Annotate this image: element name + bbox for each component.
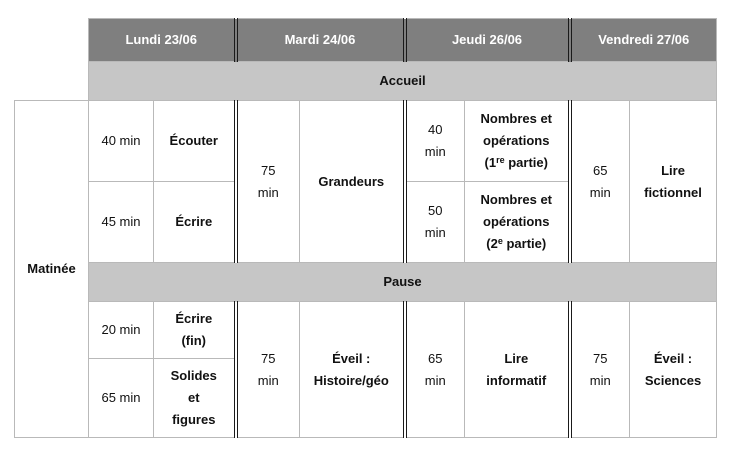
welcome-band: Accueil (89, 62, 717, 101)
activity-text: (1 (484, 155, 497, 170)
tuesday-activity (300, 302, 405, 438)
duration-value: 75 (593, 350, 608, 366)
duration-unit: min (424, 144, 446, 159)
corner-cell (15, 19, 89, 62)
break-band: Pause (89, 263, 717, 302)
period-label: Matinée (15, 101, 89, 438)
monday-duration: 40 min (89, 101, 154, 182)
duration-unit: min (257, 184, 279, 200)
empty-cell (15, 62, 89, 101)
activity-line: Histoire/géo (313, 372, 389, 388)
duration-value: 75 (261, 162, 276, 178)
monday-activity (154, 302, 236, 359)
monday-activity: Écouter (154, 101, 236, 182)
friday-activity (630, 302, 717, 438)
thursday-activity (465, 182, 570, 263)
schedule-table (14, 18, 717, 438)
activity-line: opérations (483, 214, 550, 229)
ordinal-suffix: re (496, 155, 505, 165)
monday-activity (154, 359, 236, 438)
duration-unit: min (424, 372, 446, 388)
activity-line: Solides (170, 368, 217, 383)
thursday-activity (465, 101, 570, 182)
thursday-duration (405, 302, 465, 438)
activity-line (465, 233, 568, 255)
duration-value: 65 (593, 162, 608, 178)
activity-line: Écrire (175, 311, 213, 326)
activity-line: Nombres et (480, 111, 553, 126)
day-header-monday: Lundi 23/06 (89, 19, 236, 62)
activity-line: Lire (504, 350, 529, 366)
duration-unit: min (257, 372, 279, 388)
monday-activity: Écrire (154, 182, 236, 263)
monday-duration: 65 min (89, 359, 154, 438)
day-header-thursday: Jeudi 26/06 (405, 19, 570, 62)
activity-line: (fin) (181, 333, 207, 348)
activity-line: informatif (486, 372, 547, 388)
friday-duration (570, 101, 630, 263)
break-row (15, 263, 717, 302)
slot-row (15, 101, 717, 182)
activity-text: (2 (486, 236, 498, 251)
activity-text: partie) (504, 155, 548, 170)
activity-line: Nombres et (480, 192, 553, 207)
activity-line: Sciences (644, 372, 702, 388)
header-row (15, 19, 717, 62)
monday-duration: 45 min (89, 182, 154, 263)
friday-duration (570, 302, 630, 438)
duration-value: 65 (428, 350, 443, 366)
duration-value: 40 (428, 122, 443, 137)
activity-line: Lire (661, 162, 685, 178)
duration-unit: min (589, 372, 611, 388)
thursday-duration (405, 182, 465, 263)
duration-unit: min (424, 225, 446, 240)
day-header-tuesday: Mardi 24/06 (236, 19, 405, 62)
duration-value: 50 (428, 203, 443, 218)
duration-value: 75 (261, 350, 276, 366)
day-header-friday: Vendredi 27/06 (570, 19, 717, 62)
activity-text: partie) (502, 236, 547, 251)
activity-line: figures (172, 412, 216, 427)
welcome-row (15, 62, 717, 101)
duration-unit: min (589, 184, 611, 200)
activity-line (465, 152, 568, 174)
thursday-activity (465, 302, 570, 438)
thursday-duration (405, 101, 465, 182)
activity-line: opérations (483, 133, 550, 148)
activity-line: et (187, 390, 200, 405)
activity-line: Éveil : (332, 350, 371, 366)
monday-duration: 20 min (89, 302, 154, 359)
activity-line: Éveil : (653, 350, 693, 366)
tuesday-activity: Grandeurs (300, 101, 405, 263)
tuesday-duration (236, 302, 300, 438)
tuesday-duration (236, 101, 300, 263)
friday-activity (630, 101, 717, 263)
slot-row (15, 302, 717, 359)
activity-line: fictionnel (644, 184, 702, 200)
ordinal-suffix: e (497, 236, 503, 246)
